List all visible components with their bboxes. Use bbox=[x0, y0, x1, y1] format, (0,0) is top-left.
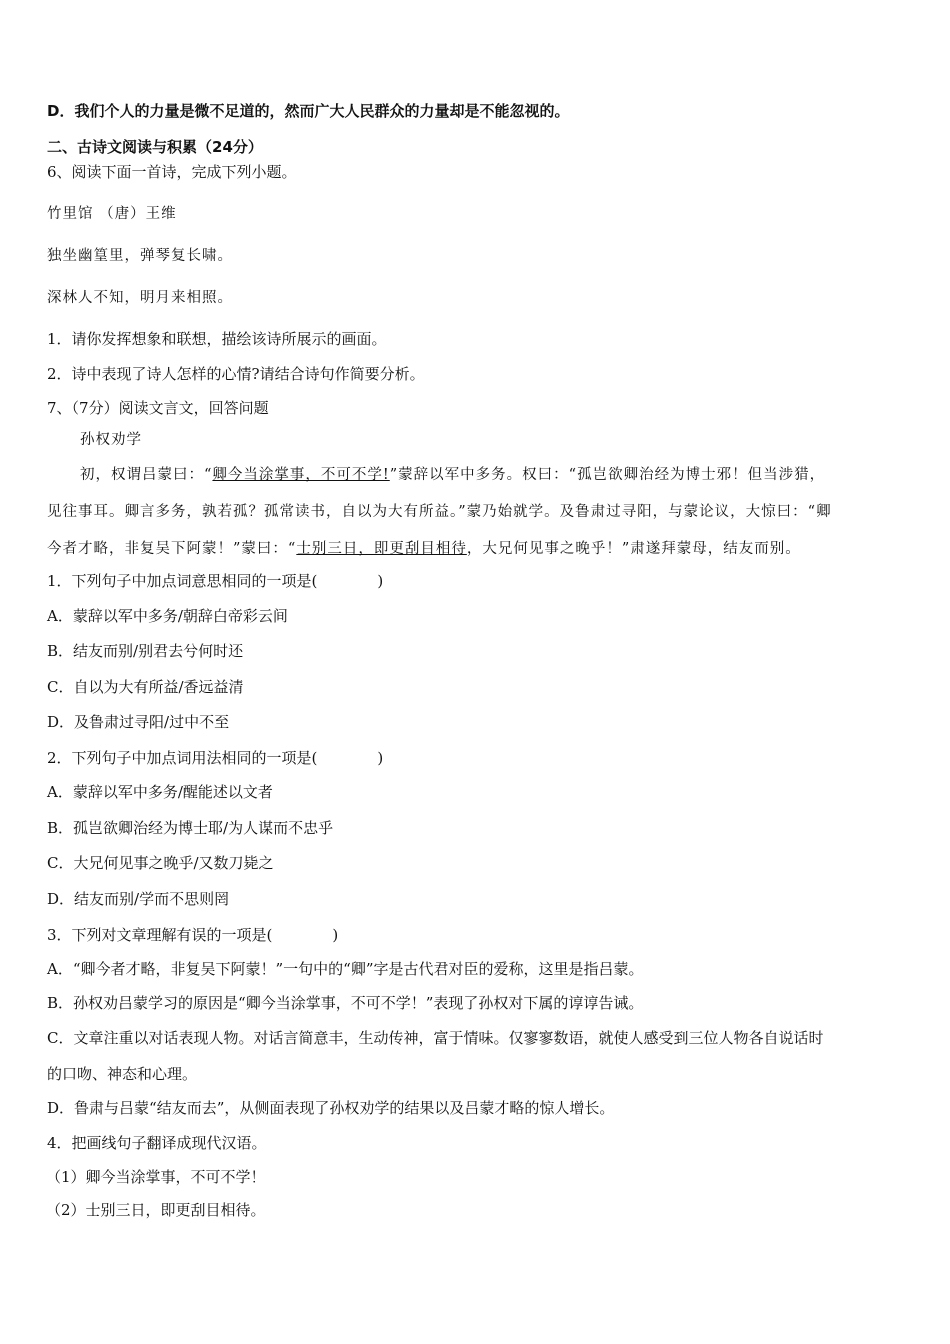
poem-line-2: 深林人不知，明月来相照。 bbox=[47, 290, 233, 306]
sub-question-3-option-a: A．“卿今者才略，非复吴下阿蒙！”一句中的“卿”字是古代君对臣的爱称，这里是指吕蒙。 bbox=[47, 960, 644, 978]
text-segment: 初，权谓吕蒙曰：“ bbox=[80, 467, 213, 483]
sub-question-3-option-b: B．孙权劝吕蒙学习的原因是“卿今当涂掌事，不可不学！”表现了孙权对下属的谆谆告诫。 bbox=[47, 994, 644, 1012]
classical-text-title: 孙权劝学 bbox=[80, 432, 142, 448]
question-6-2: 2．诗中表现了诗人怎样的心情?请结合诗句作简要分析。 bbox=[47, 365, 425, 383]
poem-title: 竹里馆 （唐）王维 bbox=[47, 206, 177, 222]
sub-question-2-option-b: B．孤岂欲卿治经为博士耶/为人谋而不忠乎 bbox=[47, 819, 334, 837]
classical-text-line-2: 见往事耳。卿言多务，孰若孤？孤常读书，自以为大有所益。”蒙乃始就学。及鲁肃过寻阳，与蒙论议，大惊曰：“卿 bbox=[47, 504, 832, 520]
poem-line-1: 独坐幽篁里，弹琴复长啸。 bbox=[47, 248, 233, 264]
question-6-prompt: 6、阅读下面一首诗，完成下列小题。 bbox=[47, 163, 297, 181]
classical-text-line-3 bbox=[47, 539, 801, 559]
question-6-1: 1．请你发挥想象和联想，描绘该诗所展示的画面。 bbox=[47, 330, 387, 348]
text-segment: ”蒙辞以军中多务。权曰：“孤岂欲卿治经为博士邪！但当涉猎， bbox=[389, 467, 826, 483]
sub-question-1-option-c: C．自以为大有所益/香远益清 bbox=[47, 678, 244, 696]
text-segment: ，大兄何见事之晚乎！”肃遂拜蒙母，结友而别。 bbox=[466, 541, 801, 557]
option-d-statement: D．我们个人的力量是微不足道的，然而广大人民群众的力量却是不能忽视的。 bbox=[47, 102, 570, 120]
sub-question-1: 1．下列句子中加点词意思相同的一项是( ) bbox=[47, 572, 384, 590]
question-7-prompt: 7、（7分）阅读文言文，回答问题 bbox=[47, 399, 269, 417]
sub-question-3: 3．下列对文章理解有误的一项是( ) bbox=[47, 926, 339, 944]
sub-question-2-option-a: A．蒙辞以军中多务/醒能述以文者 bbox=[47, 783, 273, 801]
sub-question-1-option-b: B．结友而别/别君去兮何时还 bbox=[47, 642, 244, 660]
text-segment: 今者才略，非复吴下阿蒙！”蒙曰：“ bbox=[47, 541, 297, 557]
sub-question-4: 4．把画线句子翻译成现代汉语。 bbox=[47, 1134, 267, 1152]
sub-question-1-option-d: D．及鲁肃过寻阳/过中不至 bbox=[47, 713, 230, 731]
sub-question-2: 2．下列句子中加点词用法相同的一项是( ) bbox=[47, 749, 384, 767]
translation-item-1: （1）卿今当涂掌事，不可不学！ bbox=[46, 1168, 266, 1186]
sub-question-2-option-c: C．大兄何见事之晚乎/又数刀毙之 bbox=[47, 854, 274, 872]
sub-question-3-option-c-line-2: 的口吻、神态和心理。 bbox=[47, 1065, 198, 1083]
sub-question-2-option-d: D．结友而别/学而不思则罔 bbox=[47, 890, 230, 908]
underlined-sentence-2: 士别三日，即更刮目相待 bbox=[296, 541, 467, 557]
classical-text-line-1 bbox=[80, 465, 825, 485]
underlined-sentence-1: 卿今当涂掌事，不可不学! bbox=[212, 467, 390, 483]
translation-item-2: （2）士别三日，即更刮目相待。 bbox=[46, 1201, 266, 1219]
section-heading: 二、古诗文阅读与积累（24分） bbox=[47, 138, 263, 156]
sub-question-1-option-a: A．蒙辞以军中多务/朝辞白帝彩云间 bbox=[47, 607, 288, 625]
sub-question-3-option-d: D．鲁肃与吕蒙“结友而去”，从侧面表现了孙权劝学的结果以及吕蒙才略的惊人增长。 bbox=[47, 1099, 615, 1117]
sub-question-3-option-c-line-1: C．文章注重以对话表现人物。对话言简意丰，生动传神，富于情味。仅寥寥数语，就使人感受到三位人物各自说话时 bbox=[47, 1029, 824, 1047]
